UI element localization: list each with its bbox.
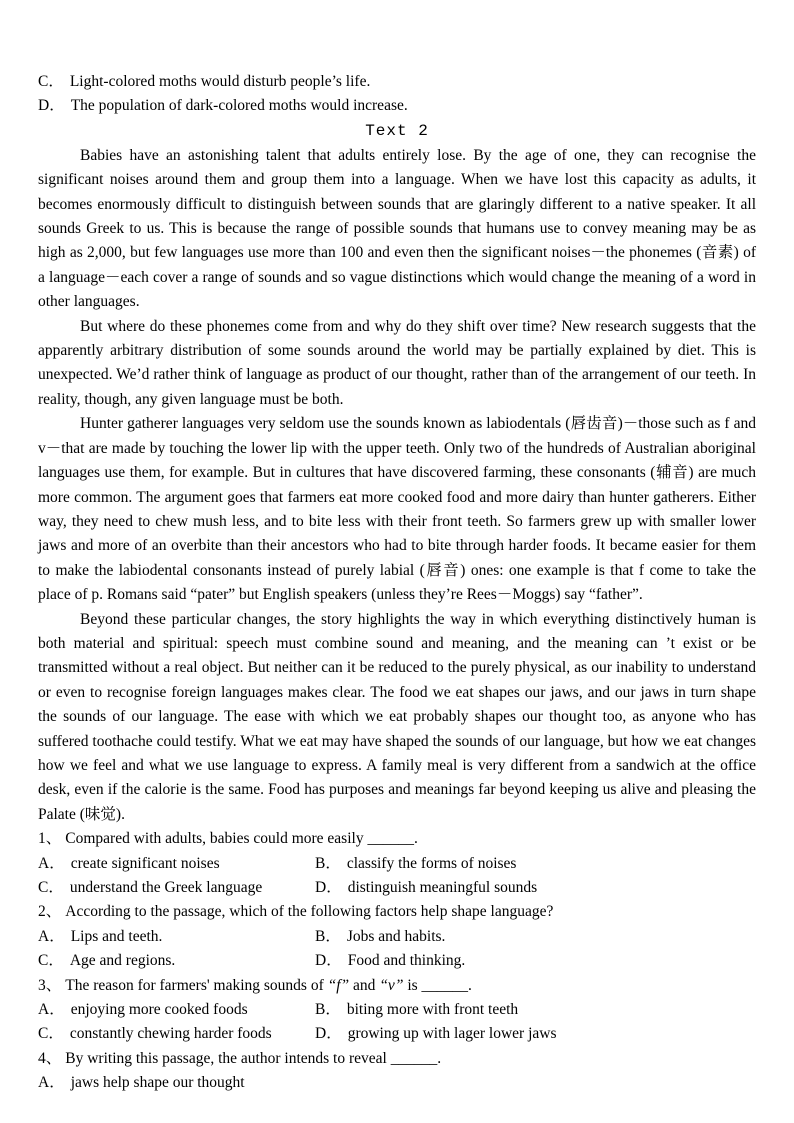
question-4: [38, 1047, 756, 1096]
option-text: constantly chewing harder foods: [69, 1025, 272, 1043]
question-1-stem: [38, 827, 756, 851]
question-2-stem: [38, 900, 756, 924]
passage-paragraph-1: Babies have an astonishing talent that adults entirely lose. By the age of one, they can recognise the significant noises around them and group them into a language. When we have lost this capacity as adults, it becomes enormously difficult to distinguish between sounds that are glaringly different to a native speaker. It all sounds Greek to us. This is because the range of possible sounds that humans use to convey meaning may be as high as 2,000, but few languages use more than 100 and even then the significant noises－the phonemes (音素) of a language－each cover a range of sounds and so vague distinctions which would change the meaning of a word in other languages.: [38, 146, 756, 311]
question-text: According to the passage, which of the following factors help shape language?: [65, 903, 554, 921]
question-2-option-a: [38, 925, 315, 949]
option-row: [38, 949, 756, 973]
question-2: [38, 900, 756, 973]
option-letter: B．: [315, 927, 341, 945]
question-text-italic-v: “v”: [379, 976, 404, 994]
option-text: Food and thinking.: [347, 952, 466, 970]
option-text: The population of dark-colored moths would increase.: [70, 97, 408, 115]
option-row: [38, 998, 756, 1022]
option-text: create significant noises: [70, 854, 220, 872]
question-1-option-b: [315, 852, 516, 876]
option-letter: A．: [38, 1001, 65, 1019]
question-number: 3、: [38, 976, 62, 994]
question-text: The reason for farmers' making sounds of: [65, 976, 328, 994]
option-text: growing up with lager lower jaws: [347, 1025, 557, 1043]
option-c-previous: [38, 70, 370, 94]
question-2-option-c: [38, 949, 315, 973]
passage-paragraph-2: But where do these phonemes come from and why do they shift over time? New research suggests that the apparently arbitrary distribution of some sounds around the world may be partially explained by diet. This is unexpected. We’d rather think of language as product of our thought, rather than of the arrangement of our teeth. In reality, though, any given language must be both.: [38, 317, 756, 408]
option-text: jaws help shape our thought: [70, 1074, 245, 1092]
question-text: Compared with adults, babies could more easily ______.: [65, 830, 418, 848]
question-1-option-c: [38, 876, 315, 900]
option-letter: B．: [315, 1001, 341, 1019]
option-row: [38, 925, 756, 949]
question-1-option-d: [315, 876, 537, 900]
option-letter: A．: [38, 854, 65, 872]
option-row: [38, 876, 756, 900]
question-number: 1、: [38, 830, 62, 848]
leftover-option-row: [38, 94, 756, 118]
option-letter: C．: [38, 73, 64, 90]
question-4-stem: [38, 1047, 756, 1071]
question-3-option-a: [38, 998, 315, 1022]
passage-paragraph-3: Hunter gatherer languages very seldom use the sounds known as labiodentals (唇齿音)－those such as f and v－that are made by touching the lower lip with the upper teeth. Only two of the hundreds of Australian aboriginal languages use them, for example. But in cultures that have discovered farming, these consonants (辅音) are much more common. The argument goes that farmers eat more cooked food and more dairy than hunter gatherers. Either way, they need to chew mush less, and to bite less with their front teeth. So farmers grew up with smaller lower jaws and more of an overbite than their ancestors who had to bite through harder foods. It became easier for them to make the labiodental consonants instead of purely labial (唇音) ones: one example is that f come to take the place of p. Romans said “pater” but English speakers (unless they’re Rees－Moggs) say “father”.: [38, 415, 756, 604]
option-letter: D．: [315, 952, 342, 970]
question-1: [38, 827, 756, 900]
option-letter: D．: [38, 97, 65, 115]
question-3-option-d: [315, 1022, 556, 1046]
question-4-option-a: [38, 1071, 315, 1095]
option-text: Light-colored moths would disturb people’s life.: [69, 73, 371, 90]
option-row: [38, 1022, 756, 1046]
option-row: [38, 1071, 756, 1095]
question-number: 4、: [38, 1049, 62, 1067]
option-letter: D．: [315, 879, 342, 896]
question-text: is ______.: [403, 976, 472, 994]
option-text: biting more with front teeth: [346, 1001, 519, 1019]
question-3-option-b: [315, 998, 518, 1022]
question-2-option-d: [315, 949, 465, 973]
passage-title: Text 2: [365, 121, 429, 140]
option-text: enjoying more cooked foods: [70, 1001, 248, 1019]
option-text: distinguish meaningful sounds: [347, 879, 538, 896]
option-letter: D．: [315, 1025, 342, 1043]
option-row: [38, 852, 756, 876]
option-text: Lips and teeth.: [70, 927, 163, 945]
question-1-option-a: [38, 852, 315, 876]
option-text: classify the forms of noises: [346, 854, 517, 872]
question-text-italic-f: “f”: [327, 976, 350, 994]
question-3: [38, 974, 756, 1047]
passage-paragraph-4: Beyond these particular changes, the story highlights the way in which everything distinctively human is both material and spiritual: speech must combine sound and meaning, and the meaning can ’t exist or be transmitted without a real object. But neither can it be reduced to the purely physical, as our inability to understand or even to recognise foreign languages makes clear. The food we eat shapes our jaws, and our jaws in turn shape the sounds of our language. The ease with which we eat probably shapes our thought too, as anyone who has suffered toothache could testify. What we eat may have shaped the sounds of our language, but how we eat changes how we feel and what we use language to express. A family meal is very different from a sandwich at the office desk, even if the calorie is the same. Food has purposes and meanings far beyond keeping us alive and pleasing the Palate (味觉).: [38, 610, 756, 823]
option-letter: C．: [38, 1025, 64, 1043]
option-text: understand the Greek language: [69, 879, 263, 896]
option-letter: B．: [315, 854, 341, 872]
option-text: Jobs and habits.: [346, 927, 446, 945]
leftover-option-row: [38, 70, 756, 94]
option-d-previous: [38, 94, 408, 118]
option-letter: C．: [38, 879, 64, 896]
option-letter: A．: [38, 1074, 65, 1092]
question-2-option-b: [315, 925, 445, 949]
option-letter: C．: [38, 952, 64, 970]
question-3-option-c: [38, 1022, 315, 1046]
option-text: Age and regions.: [69, 952, 176, 970]
question-text: By writing this passage, the author intends to reveal ______.: [65, 1049, 442, 1067]
option-letter: A．: [38, 927, 65, 945]
question-text: and: [349, 976, 380, 994]
question-3-stem: [38, 974, 756, 998]
question-number: 2、: [38, 903, 62, 921]
